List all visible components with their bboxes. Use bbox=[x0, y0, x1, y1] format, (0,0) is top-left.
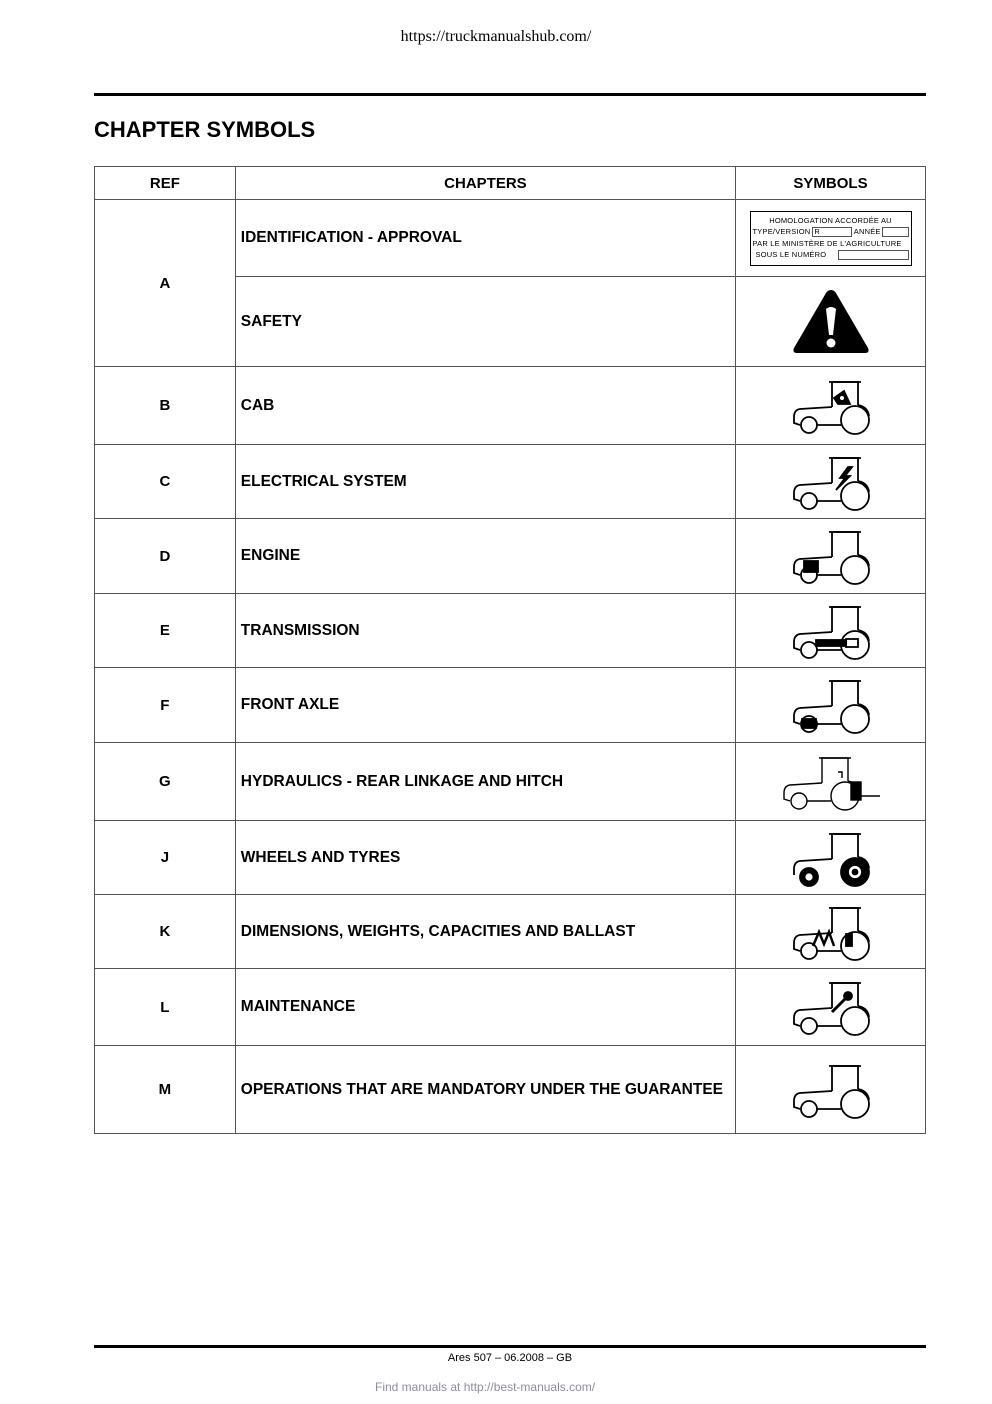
row-ref: B bbox=[95, 367, 236, 445]
header-ref: REF bbox=[95, 167, 236, 200]
row-chapter: SAFETY bbox=[235, 277, 735, 367]
row-chapter: OPERATIONS THAT ARE MANDATORY UNDER THE GUARANTEE bbox=[235, 1046, 735, 1134]
chapter-symbols-table bbox=[94, 166, 926, 1134]
tractor-maintenance-icon bbox=[736, 969, 926, 1046]
table-row bbox=[95, 895, 926, 969]
row-ref: J bbox=[95, 821, 236, 895]
table-row bbox=[95, 445, 926, 519]
table-row bbox=[95, 1046, 926, 1134]
homolog-line-2 bbox=[753, 226, 909, 238]
tractor-guarantee-icon bbox=[736, 1046, 926, 1134]
row-chapter: FRONT AXLE bbox=[235, 668, 735, 743]
page-title: CHAPTER SYMBOLS bbox=[94, 117, 316, 142]
header-chapters: CHAPTERS bbox=[235, 167, 735, 200]
table-row bbox=[95, 594, 926, 668]
header-url: https://truckmanualshub.com/ bbox=[400, 28, 592, 45]
row-ref: K bbox=[95, 895, 236, 969]
header-symbols: SYMBOLS bbox=[736, 167, 926, 200]
tractor-transmission-icon bbox=[736, 594, 926, 668]
row-chapter: HYDRAULICS - REAR LINKAGE AND HITCH bbox=[235, 743, 735, 821]
bottom-divider bbox=[94, 1345, 926, 1348]
row-ref: L bbox=[95, 969, 236, 1046]
row-ref: G bbox=[95, 743, 236, 821]
homolog-year-box bbox=[882, 227, 909, 237]
approval-label-icon bbox=[736, 200, 926, 277]
homolog-line-3: PAR LE MINISTÈRE DE L'AGRICULTURE bbox=[752, 238, 902, 248]
table-row bbox=[95, 668, 926, 743]
homolog-number-label: SOUS LE NUMÉRO bbox=[755, 250, 827, 259]
top-divider bbox=[94, 93, 926, 96]
row-chapter: ELECTRICAL SYSTEM bbox=[235, 445, 735, 519]
row-chapter: CAB bbox=[235, 367, 735, 445]
tractor-wheels-icon bbox=[736, 821, 926, 895]
table-row bbox=[95, 969, 926, 1046]
row-chapter: DIMENSIONS, WEIGHTS, CAPACITIES AND BALLAST bbox=[235, 895, 735, 969]
table-row bbox=[95, 821, 926, 895]
tractor-engine-icon bbox=[736, 519, 926, 594]
footer-link[interactable]: Find manuals at http://best-manuals.com/ bbox=[375, 1380, 596, 1394]
row-ref: C bbox=[95, 445, 236, 519]
row-chapter: TRANSMISSION bbox=[235, 594, 735, 668]
homolog-line-1: HOMOLOGATION ACCORDÉE AU bbox=[769, 215, 892, 225]
table-row bbox=[95, 200, 926, 277]
table-row bbox=[95, 743, 926, 821]
row-chapter: MAINTENANCE bbox=[235, 969, 735, 1046]
row-ref: F bbox=[95, 668, 236, 743]
row-chapter: WHEELS AND TYRES bbox=[235, 821, 735, 895]
tractor-front-axle-icon bbox=[736, 668, 926, 743]
table-row bbox=[95, 519, 926, 594]
row-ref: M bbox=[95, 1046, 236, 1134]
homolog-type-label: TYPE/VERSION bbox=[752, 227, 811, 236]
row-ref: D bbox=[95, 519, 236, 594]
row-chapter: IDENTIFICATION - APPROVAL bbox=[235, 200, 735, 277]
tractor-electrical-icon bbox=[736, 445, 926, 519]
warning-triangle-icon bbox=[736, 277, 926, 367]
homolog-line-4 bbox=[753, 249, 909, 261]
row-ref: A bbox=[95, 200, 236, 367]
homolog-type-box: R bbox=[812, 227, 851, 237]
table-header-row bbox=[95, 167, 926, 200]
tractor-cab-icon bbox=[736, 367, 926, 445]
homolog-year-label: ANNÉE bbox=[853, 227, 881, 236]
tractor-hydraulics-icon bbox=[736, 743, 926, 821]
table-row bbox=[95, 367, 926, 445]
footer-reference: Ares 507 – 06.2008 – GB bbox=[447, 1352, 573, 1364]
homolog-number-box bbox=[838, 250, 908, 260]
row-ref: E bbox=[95, 594, 236, 668]
tractor-dimensions-icon bbox=[736, 895, 926, 969]
homologation-plate bbox=[750, 211, 912, 266]
row-chapter: ENGINE bbox=[235, 519, 735, 594]
